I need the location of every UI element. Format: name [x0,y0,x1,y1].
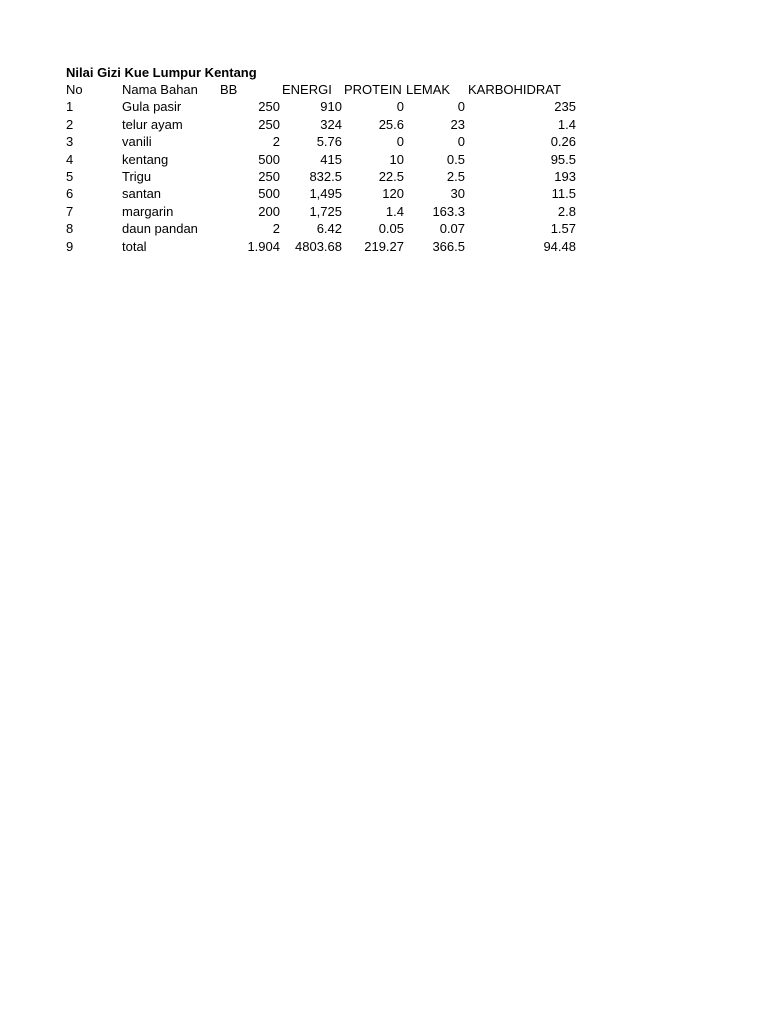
cell-protein: 219.27 [364,238,404,254]
cell-nama-bahan: Gula pasir [122,99,182,115]
cell-nama-bahan: telur ayam [122,116,183,132]
cell-karbohidrat: 11.5 [551,186,576,202]
table-title: Nilai Gizi Kue Lumpur Kentang [66,65,257,80]
cell-energi: 910 [320,99,342,115]
cell-bb: 1.904 [247,238,280,254]
header-lemak: LEMAK [406,82,451,97]
cell-no: 9 [66,238,74,254]
cell-lemak: 0 [457,99,465,115]
cell-lemak: 0 [457,134,465,150]
cell-nama-bahan: kentang [122,151,169,167]
cell-protein: 22.5 [378,168,404,184]
cell-bb: 500 [258,186,280,202]
cell-no: 2 [66,116,74,132]
header-bb: BB [220,82,238,97]
header-energi: ENERGI [282,82,332,97]
cell-nama-bahan: santan [122,186,162,202]
cell-bb: 2 [272,134,280,150]
cell-lemak: 23 [450,116,465,132]
cell-no: 5 [66,168,74,184]
cell-no: 8 [66,221,74,237]
cell-protein: 120 [382,186,404,202]
cell-karbohidrat: 95.5 [550,151,576,167]
cell-no: 1 [66,99,74,115]
cell-karbohidrat: 94.48 [543,238,576,254]
cell-lemak: 163.3 [432,203,465,219]
cell-bb: 250 [258,168,280,184]
cell-nama-bahan: vanili [122,134,152,150]
cell-energi: 324 [320,116,342,132]
cell-protein: 0 [396,99,404,115]
cell-nama-bahan: Trigu [122,168,152,184]
cell-protein: 0.05 [378,221,404,237]
cell-energi: 1,725 [309,203,342,219]
cell-protein: 0 [396,134,404,150]
cell-nama-bahan: total [122,238,147,254]
cell-lemak: 0.5 [446,151,465,167]
header-protein: PROTEIN [344,82,402,97]
cell-lemak: 2.5 [446,168,465,184]
spreadsheet-page [66,64,576,255]
header-karbohidrat: KARBOHIDRAT [468,82,561,97]
cell-no: 6 [66,186,74,202]
table-body [66,98,576,255]
cell-energi: 4803.68 [295,238,342,254]
cell-nama-bahan: daun pandan [122,221,198,237]
cell-protein: 1.4 [385,203,404,219]
cell-bb: 250 [258,99,280,115]
cell-energi: 832.5 [309,168,342,184]
table-header-row [66,81,561,98]
cell-karbohidrat: 2.8 [557,203,576,219]
cell-no: 7 [66,203,74,219]
header-no: No [66,82,83,97]
cell-lemak: 0.07 [439,221,465,237]
cell-protein: 25.6 [378,116,404,132]
cell-protein: 10 [389,151,404,167]
cell-karbohidrat: 1.57 [550,221,576,237]
cell-no: 4 [66,151,74,167]
cell-karbohidrat: 235 [554,99,576,115]
cell-bb: 2 [272,221,280,237]
cell-karbohidrat: 193 [554,168,576,184]
cell-karbohidrat: 1.4 [557,116,576,132]
cell-energi: 6.42 [316,221,342,237]
cell-lemak: 30 [450,186,465,202]
cell-bb: 250 [258,116,280,132]
cell-energi: 5.76 [316,134,342,150]
cell-energi: 415 [320,151,342,167]
cell-nama-bahan: margarin [122,203,174,219]
cell-lemak: 366.5 [432,238,465,254]
cell-karbohidrat: 0.26 [550,134,576,150]
header-nama-bahan: Nama Bahan [122,82,198,97]
cell-bb: 200 [258,203,280,219]
cell-bb: 500 [258,151,280,167]
cell-no: 3 [66,134,74,150]
cell-energi: 1,495 [309,186,342,202]
